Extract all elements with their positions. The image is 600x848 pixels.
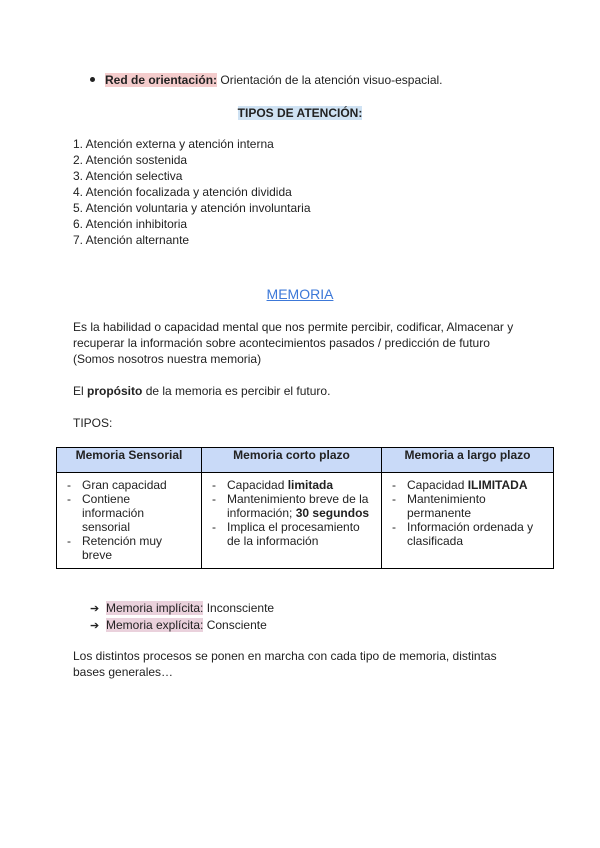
list-item	[90, 600, 274, 617]
list-item: 3. Atención selectiva	[73, 169, 183, 183]
memory-types-table	[56, 447, 554, 569]
tipos-atencion-title-text: TIPOS DE ATENCIÓN:	[237, 106, 363, 120]
item-bold: limitada	[287, 478, 334, 492]
header-memoria-corto-plazo: Memoria corto plazo	[202, 448, 382, 473]
dash-marker: -	[212, 520, 216, 534]
memoria-arrow-list	[90, 600, 274, 634]
item-text: Gran capacidad	[82, 478, 167, 492]
list-item	[90, 617, 274, 634]
bullet-icon	[90, 77, 95, 82]
list-item	[388, 478, 547, 492]
orientation-description: Orientación de la atención visuo-espacial.	[220, 73, 443, 87]
closing-line: bases generales…	[73, 665, 174, 679]
header-memoria-largo-plazo: Memoria a largo plazo	[382, 448, 554, 473]
tipos-atencion-title	[0, 105, 600, 121]
item-text: Implica el procesamiento de la información	[227, 520, 360, 548]
arrow-term: Memoria implícita:	[106, 601, 204, 615]
item-text: Contiene información sensorial	[82, 492, 145, 534]
arrow-right-icon: ➔	[90, 620, 100, 632]
list-item: 1. Atención externa y atención interna	[73, 137, 274, 151]
dash-marker: -	[67, 492, 71, 506]
list-item: 5. Atención voluntaria y atención involuntaria	[73, 201, 311, 215]
dash-marker: -	[67, 478, 71, 492]
dash-marker: -	[212, 478, 216, 492]
dash-marker: -	[212, 492, 216, 506]
arrow-value: Inconsciente	[206, 601, 275, 615]
item-text: Capacidad	[227, 478, 285, 492]
sensorial-list	[63, 478, 195, 562]
arrow-value: Consciente	[206, 618, 267, 632]
list-item: 6. Atención inhibitoria	[73, 217, 188, 231]
dash-marker: -	[67, 534, 71, 548]
list-item	[388, 520, 547, 548]
orientation-term: Red de orientación:	[105, 73, 218, 87]
definition-line: Es la habilidad o capacidad mental que nos permite percibir, codificar, Almacenar y	[73, 320, 514, 334]
list-item	[208, 492, 375, 520]
definition-line: recuperar la información sobre acontecimientos pasados / predicción de futuro	[73, 336, 490, 350]
header-memoria-sensorial: Memoria Sensorial	[57, 448, 202, 473]
dash-marker: -	[392, 520, 396, 534]
cell-sensorial	[57, 473, 202, 569]
item-bold: 30 segundos	[295, 506, 370, 520]
purpose-bold: propósito	[87, 384, 143, 398]
list-item	[208, 520, 375, 548]
dash-marker: -	[392, 492, 396, 506]
memoria-definition	[73, 319, 533, 367]
memoria-heading: MEMORIA	[266, 286, 334, 302]
item-text: Mantenimiento breve de la información;	[227, 492, 369, 520]
closing-paragraph	[73, 648, 533, 680]
definition-line: (Somos nosotros nuestra memoria)	[73, 352, 262, 366]
list-item	[63, 492, 195, 534]
list-item: 4. Atención focalizada y atención dividida	[73, 185, 292, 199]
list-item	[63, 478, 195, 492]
list-item: 2. Atención sostenida	[73, 153, 188, 167]
tipos-label: TIPOS:	[73, 416, 113, 430]
list-item	[63, 534, 195, 562]
tipos-atencion-list	[73, 136, 311, 248]
purpose-prefix: El	[73, 384, 84, 398]
arrow-term: Memoria explícita:	[106, 618, 204, 632]
dash-marker: -	[392, 478, 396, 492]
item-text: Retención muy breve	[82, 534, 163, 562]
list-item	[388, 492, 547, 520]
purpose-suffix: de la memoria es percibir el futuro.	[145, 384, 331, 398]
memoria-purpose	[73, 383, 533, 399]
item-text: Mantenimiento permanente	[407, 492, 486, 520]
cell-corto-plazo	[202, 473, 382, 569]
arrow-right-icon: ➔	[90, 603, 100, 615]
cell-largo-plazo	[382, 473, 554, 569]
list-item	[208, 478, 375, 492]
list-item: 7. Atención alternante	[73, 233, 190, 247]
item-text: Capacidad	[407, 478, 465, 492]
item-bold: ILIMITADA	[467, 478, 528, 492]
item-text: Información ordenada y clasificada	[407, 520, 534, 548]
orientation-bullet	[90, 72, 443, 88]
largo-plazo-list	[388, 478, 547, 548]
closing-line: Los distintos procesos se ponen en marcha con cada tipo de memoria, distintas	[73, 649, 497, 663]
corto-plazo-list	[208, 478, 375, 548]
